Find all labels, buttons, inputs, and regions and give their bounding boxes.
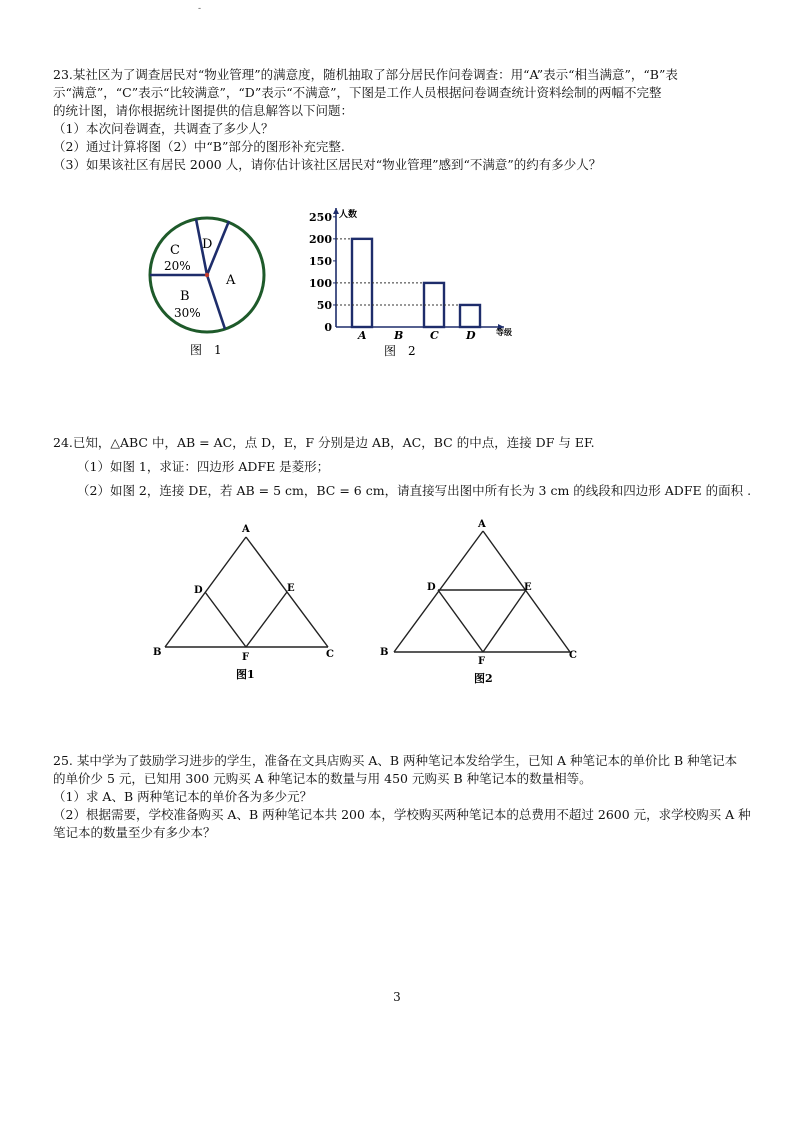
bar-category-label: D [466, 329, 476, 342]
bar-category-label: A [358, 329, 367, 342]
fig1-label-e: E [287, 583, 295, 594]
q25-text-line-2: 的单价少 5 元，已知用 300 元购买 A 种笔记本的数量与用 450 元购买 B 种笔记本的数量相等。 [53, 771, 592, 786]
q23-text-line-2: 示“满意”，“C”表示“比较满意”，“D”表示“不满意”，下图是工作人员根据问卷调查统计资料绘制的两幅不完整 [53, 85, 662, 100]
triangle-figure-2 [376, 515, 586, 690]
fig1-label-d: D [194, 585, 203, 596]
question-25 [53, 752, 753, 842]
fig1-label-b: B [153, 647, 162, 658]
fig1-caption: 图1 [236, 668, 255, 681]
bar-d [460, 305, 480, 327]
pie-label-a: A [226, 273, 236, 288]
bar-category-label: C [430, 329, 439, 342]
bar-category-label: B [394, 329, 404, 342]
q24-text-line-1: 24.已知，△ABC 中，AB = AC，点 D，E，F 分别是边 AB，AC，BC 的中点，连接 DF 与 EF. [53, 435, 595, 450]
pie-center-dot [205, 273, 209, 277]
question-23 [53, 66, 753, 174]
fig1-label-c: C [326, 649, 334, 660]
bar-x-axis-label: 等级 [496, 327, 512, 337]
q23-sub-1: （1）本次问卷调查，共调查了多少人？ [53, 121, 274, 136]
question-24 [53, 434, 753, 500]
bar-chart-figure-2 [300, 200, 525, 365]
triangle-figure-1 [148, 520, 348, 685]
q24-sub-2: （2）如图 2，连接 DE，若 AB = 5 cm，BC = 6 cm，请直接写出图中所有长为 3 cm 的线段和四边形 ADFE 的面积 . [77, 483, 752, 498]
pie-label-b: B [180, 289, 190, 304]
bar-y-tick-label: 150 [309, 254, 332, 268]
q23-sub-2: （2）通过计算将图（2）中“B”部分的图形补充完整. [53, 139, 345, 154]
header-mark: - [198, 4, 202, 14]
fig2-label-e: E [524, 582, 532, 593]
bar-y-tick-label: 200 [309, 232, 332, 246]
pie-label-d: D [202, 237, 213, 252]
q25-sub-2-line-2: 笔记本的数量至少有多少本？ [53, 825, 216, 840]
q25-sub-1: （1）求 A、B 两种笔记本的单价各为多少元？ [53, 789, 313, 804]
page-number: 3 [393, 990, 401, 1004]
q23-sub-3: （3）如果该社区有居民 2000 人，请你估计该社区居民对“物业管理”感到“不满意”的约有多少人？ [53, 157, 602, 172]
pie-percent-b: 30% [174, 306, 201, 320]
pie-label-c: C [170, 243, 180, 258]
fig2-label-c: C [569, 650, 577, 661]
pie-chart-figure-1 [140, 212, 275, 362]
fig2-segment-df [438, 590, 483, 652]
bar-y-tick-label: 250 [309, 210, 332, 224]
fig2-label-a: A [478, 519, 486, 530]
fig2-label-d: D [427, 582, 436, 593]
q25-sub-2-line-1: （2）根据需要，学校准备购买 A、B 两种笔记本共 200 本，学校购买两种笔记本的总费用不超过 2600 元，求学校购买 A 种 [53, 807, 751, 822]
bar-caption: 图 2 [384, 344, 416, 358]
fig2-label-b: B [380, 647, 389, 658]
q25-text-line-1: 25. 某中学为了鼓励学习进步的学生，准备在文具店购买 A、B 两种笔记本发给学生，已知 A 种笔记本的单价比 B 种笔记本 [53, 753, 738, 768]
pie-divider-ab [207, 275, 225, 329]
bar-y-tick-label: 100 [309, 276, 332, 290]
fig1-segment-df [205, 592, 246, 647]
q24-sub-1: （1）如图 1，求证：四边形 ADFE 是菱形； [77, 459, 330, 474]
bar-y-axis-label: 人数 [339, 210, 358, 220]
pie-percent-c: 20% [164, 259, 191, 273]
fig2-label-f: F [478, 656, 486, 667]
fig1-label-a: A [242, 524, 250, 535]
pie-caption: 图 1 [190, 343, 222, 357]
fig2-segment-ef [483, 590, 526, 652]
bar-y-tick-label: 50 [316, 298, 332, 312]
fig1-segment-ef [246, 592, 287, 647]
bar-y-tick-label: 0 [324, 321, 332, 334]
fig2-caption: 图2 [474, 672, 493, 685]
fig1-label-f: F [242, 652, 250, 663]
q23-text-line-3: 的统计图，请你根据统计图提供的信息解答以下问题： [53, 103, 354, 118]
q23-text-line-1: 23.某社区为了调查居民对“物业管理”的满意度，随机抽取了部分居民作问卷调查：用“A”表示“相当满意”，“B”表 [53, 67, 678, 82]
